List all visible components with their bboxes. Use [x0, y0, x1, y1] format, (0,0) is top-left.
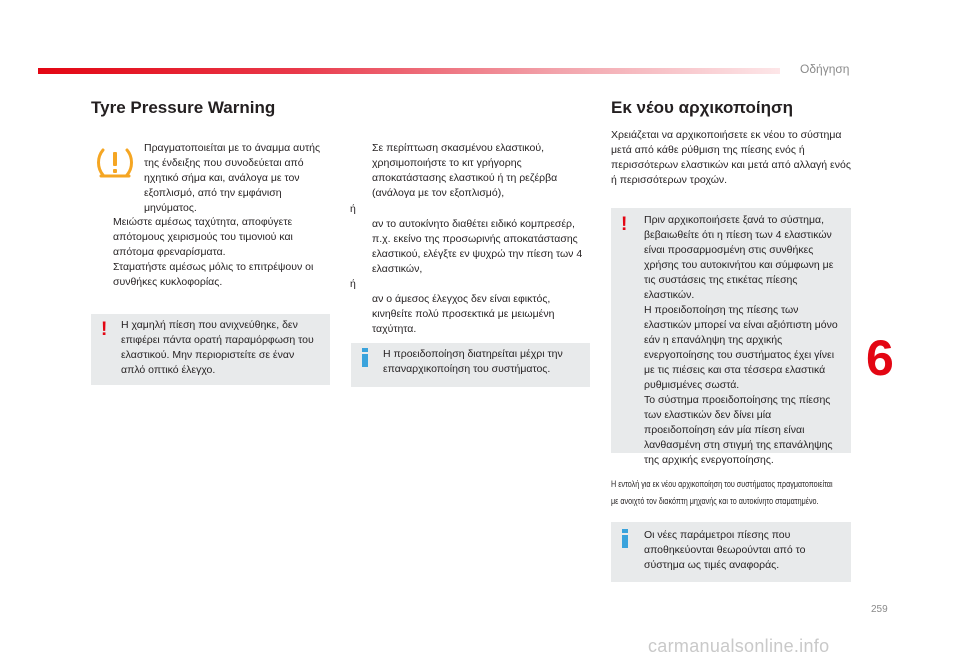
left-bullet-2-text: Σταματήστε αμέσως μόλις το επιτρέψουν οι συνθήκες κυκλοφορίας. [113, 261, 314, 288]
middle-bullet-3-text: αν ο άμεσος έλεγχος δεν είναι εφικτός, κινηθείτε πολύ προσεκτικά με μειωμένη ταχύτητα. [372, 293, 555, 335]
info-icon [362, 348, 368, 367]
middle-bullet-3 [350, 292, 586, 337]
right-info-box [611, 522, 851, 582]
right-intro-text: Χρειάζεται να αρχικοποιήσετε εκ νέου το σύστημα μετά από κάθε ρύθμιση της πίεσης ενός ή περισσότερων ελαστικών και μετά από αλλαγή ενός ή περισσότερων τροχών. [611, 129, 851, 186]
middle-bullet-1-text: Σε περίπτωση σκασμένου ελαστικού, χρησιμοποιήστε το κιτ γρήγορης αποκατάστασης ελαστικού ή τη ρεζέρβα (ανάλογα με τον εξοπλισμό), [372, 142, 558, 199]
middle-info-box [351, 343, 590, 387]
left-intro-text: Πραγματοποιείται με το άναμμα αυτής της ένδειξης που συνοδεύεται από ηχητικό σήμα και, ανάλογα με τον εξοπλισμό, από την εμφάνιση μηνύματος. [144, 142, 321, 214]
left-bullet-2 [91, 260, 326, 290]
note-line-2: με ανοιχτό τον διακόπτη μηχανής και το αυτοκίνητο σταματημένο. [611, 496, 819, 506]
exclamation-icon: ! [101, 319, 108, 340]
left-warning-box [91, 314, 330, 385]
right-warning-p1: Πριν αρχικοποιήσετε ξανά το σύστημα, βεβαιωθείτε ότι η πίεση των 4 ελαστικών είναι προσαρμοσμένη στις συνθήκες χρήσης του αυτοκινήτου και σύμφωνη με τις συστάσεις της ετικέτας πίεσης ελαστικών. [644, 214, 834, 301]
tyre-pressure-title: Tyre Pressure Warning [91, 98, 276, 117]
middle-bullet-1 [350, 141, 586, 201]
right-warning-box [611, 208, 851, 466]
middle-or-1: ή [350, 203, 356, 215]
right-warning-text [644, 213, 844, 468]
middle-or-2: ή [350, 278, 356, 290]
middle-bullet-2-text: αν το αυτοκίνητο διαθέτει ειδικό κομπρεσέρ, π.χ. εκείνο της προσωρινής αποκατάστασης ελαστικού, ελέγξτε εν ψυχρώ την πίεση των 4 ελαστικών, [372, 218, 583, 275]
reinitialisation-title: Εκ νέου αρχικοποίηση [611, 98, 794, 117]
page-number: 259 [871, 604, 888, 615]
tyre-pressure-warning-icon [96, 146, 134, 180]
middle-info-text: Η προειδοποίηση διατηρείται μέχρι την επαναρχικοποίηση του συστήματος. [383, 348, 563, 375]
info-icon [622, 529, 628, 548]
exclamation-icon: ! [621, 214, 628, 235]
middle-bullet-2 [350, 217, 586, 277]
left-bullet-1-text: Μειώστε αμέσως ταχύτητα, αποφύγετε απότομους χειρισμούς του τιμονιού και απότομα φρεναρίσματα. [113, 216, 293, 258]
left-bullet-1 [91, 215, 326, 260]
right-info-text: Οι νέες παράμετροι πίεσης που αποθηκεύονται θεωρούνται από το σύστημα ως τιμές αναφοράς. [644, 529, 806, 571]
left-warning-text: Η χαμηλή πίεση που ανιχνεύθηκε, δεν επιφέρει πάντα ορατή παραμόρφωση του ελαστικού. Μην περιοριστείτε σε έναν απλό οπτικό έλεγχο. [121, 319, 314, 376]
right-warning-p2: Η προειδοποίηση της πίεσης των ελαστικών μπορεί να είναι αξιόπιστη μόνο εάν η επανάληψη της αρχικής ενεργοποίησης του συστήματος έχει γίνει με τις πιέσεις και στα τέσσερα ελαστικά ρυθμισμένες σωστά. [644, 304, 838, 391]
right-warning-p3: Το σύστημα προειδοποίησης της πίεσης των ελαστικών δεν δίνει μία προειδοποίηση εάν μία πίεση είναι λανθασμένη στη στιγμή της επανάληψης της αρχικής ενεργοποίησης. [644, 394, 833, 466]
watermark: carmanualsonline.info [648, 636, 830, 656]
section-title: Οδήγηση [800, 62, 850, 76]
chapter-number: 6 [866, 330, 894, 386]
reinitialisation-note [611, 476, 833, 510]
header-accent-bar [38, 68, 780, 74]
note-line-1: Η εντολή για εκ νέου αρχικοποίηση του συστήματος πραγματοποιείται [611, 479, 833, 489]
